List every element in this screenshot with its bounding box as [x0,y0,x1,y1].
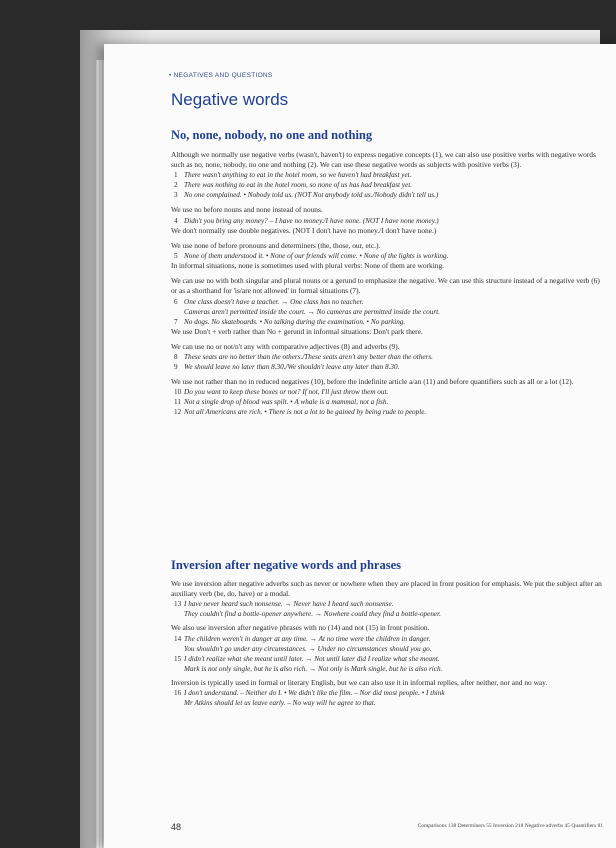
paragraph: We use none of before pronouns and determiners (the, those, our, etc.). [171,240,381,250]
section-1 [171,128,603,417]
page-footer [171,822,603,832]
paragraph: We use not rather than no in reduced negatives (10), before the indefinite article a/an (11) and before quantifiers such as all or a lot (12). [171,377,574,387]
example: 16 I don't understand. – Neither do I. • We didn't like the film. – Nor did most people. • I think [174,688,445,697]
example: They couldn't find a bottle-opener anywhere. → Nowhere could they find a bottle-opener. [184,610,441,619]
example: Cameras aren't permitted inside the court. → No cameras are permitted inside the court. [184,307,440,316]
cross-references: Comparisons 138 Determiners 55 Inversion 218 Negative adverbs 45 Quantifiers 81 [417,823,603,829]
paragraph: We also use inversion after negative phrases with no (14) and not (15) in front position. [171,623,430,633]
running-head: • NEGATIVES AND QUESTIONS [169,72,273,79]
example: 11 Not a single drop of blood was spilt. • A whale is a mammal, not a fish. [174,398,389,407]
example: 4 Didn't you bring any money? – I have no money./I have none. (NOT I have none money.) [174,216,439,225]
example: 5 None of them understood it. • None of our friends will come. • None of the lights is working. [174,252,449,261]
example: 10 Do you want to keep these boxes or not? If not, I'll just throw them out. [174,388,389,397]
example: 1 There wasn't anything to eat in the hotel room, so we haven't had breakfast yet. [174,171,412,180]
unit-title: Negative words [171,90,289,109]
example: 13 I have never heard such nonsense. → Never have I heard such nonsense. [174,600,394,609]
paragraph: We use no before nouns and none instead of nouns. [171,205,323,215]
paragraph: We can use no with both singular and plural nouns or a gerund to emphasize the negative. We can use this structure instead of a negative verb (6) or as a shorthand for 'is/are not allowed' in formal situations (7). [171,276,600,296]
paragraph: Although we normally use negative verbs (wasn't, haven't) to express negative concepts (1), we can also use positive verbs with negative words such as no, none, nobody, no one and nothing (2). We can use these negative words as subjects with positive verbs (3). [171,150,596,170]
paragraph: Inversion is typically used in formal or literary English, but we can also use it in informal replies, after neither, nor and no way. [171,677,548,687]
example: Mr Atkins should let us leave early. – No way will he agree to that. [184,698,376,707]
paragraph: We use inversion after negative adverbs such as never or nowhere when they are placed in front position for emphasis. We put the subject after an auxiliary verb (be, do, have) or a modal. [171,579,602,599]
section-title: No, none, nobody, no one and nothing [171,128,373,142]
paragraph: We don't normally use double negatives. (NOT I don't have no money./I don't have none.) [171,225,437,235]
example: 7 No dogs. No skateboards. • No talking during the examination. • No parking. [174,317,406,326]
example: 9 We should leave no later than 8.30./We shouldn't leave any later than 8.30. [174,363,400,372]
example: 8 These seats are no better than the others./These seats aren't any better than the others. [174,353,433,362]
example: 12 Not all Americans are rich. • There is not a lot to be gained by being rude to people. [174,408,427,417]
example: 14 The children weren't in danger at any time. → At no time were the children in danger. [174,634,431,643]
paragraph: We can use no or not/n't any with comparative adjectives (8) and adverbs (9). [171,341,400,351]
example: 6 One class doesn't have a teacher. → One class has no teacher. [174,297,364,306]
example: 15 I didn't realize what she meant until later. → Not until later did I realize what she meant. [174,654,440,663]
example: 2 There was nothing to eat in the hotel room, so none of us has had breakfast yet. [174,181,412,190]
section-title: Inversion after negative words and phrases [171,558,401,572]
page-number: 48 [171,822,182,832]
paragraph: In informal situations, none is sometimes used with plural verbs: None of them are working. [171,261,444,271]
section-2 [171,558,603,708]
example: 3 No one complained. • Nobody told us. (NOT Not anybody told us./Nobody didn't tell us.) [174,191,439,200]
example: Mark is not only single, but he is also rich. → Not only is Mark single, but he is also rich. [184,664,443,673]
book-page [104,44,616,848]
example: You shouldn't go under any circumstances. → Under no circumstances should you go. [184,644,432,653]
paragraph: We use Don't + verb rather than No + gerund in informal situations: Don't park there. [171,326,423,336]
